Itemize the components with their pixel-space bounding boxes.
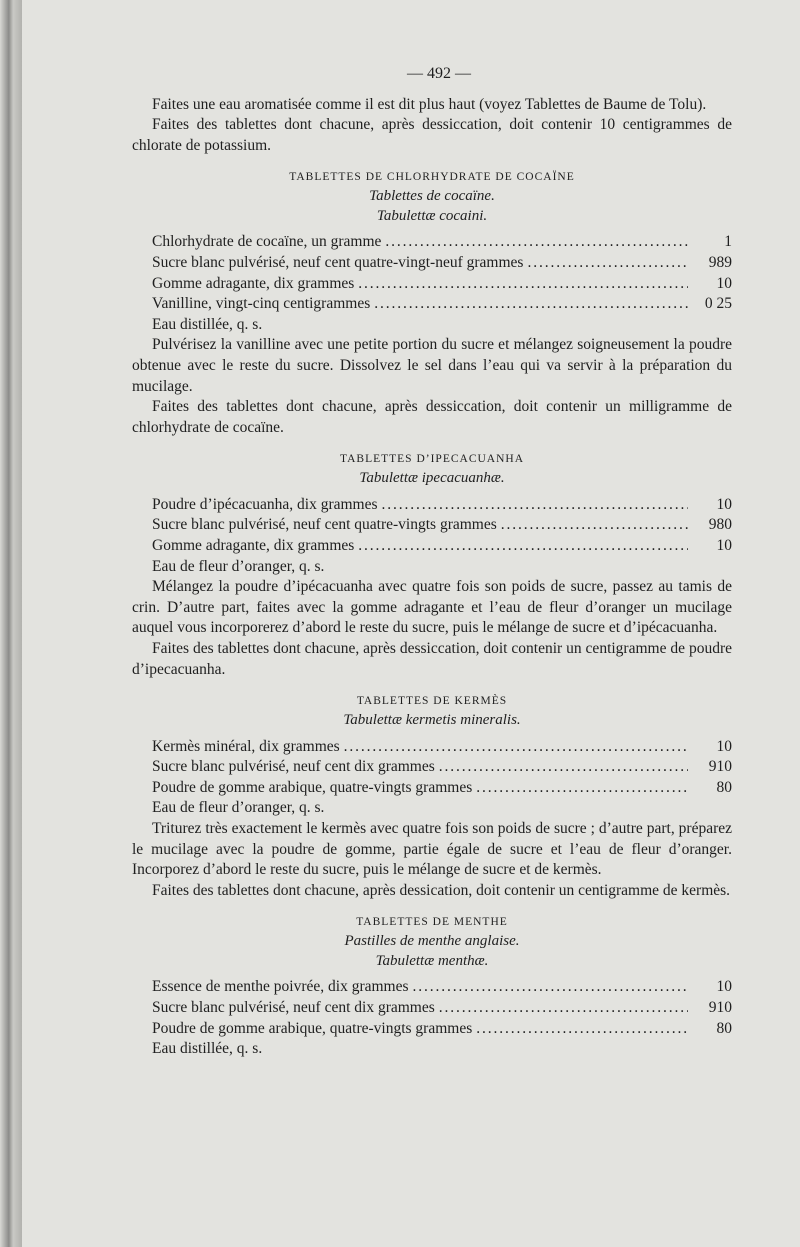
- recipe-section-ipecacuanha: [132, 450, 732, 680]
- ingredient-extra: Eau de fleur d’oranger, q. s.: [152, 557, 325, 575]
- ingredient-row: [132, 232, 732, 253]
- ingredient-qty: 10: [716, 737, 732, 755]
- ingredient-row: [132, 294, 732, 315]
- section-title: TABLETTES DE KERMÈS: [356, 695, 508, 708]
- intro-paragraph: Faites une eau aromatisée comme il est dit plus haut (voyez Tablettes de Baume de Tolu).: [152, 95, 707, 113]
- dot-leader: [374, 294, 688, 315]
- ingredient-qty: 910: [708, 999, 732, 1016]
- dot-leader: [358, 274, 688, 295]
- section-title: TABLETTES DE MENTHE: [356, 916, 508, 929]
- ingredient-qty: 910: [708, 758, 732, 776]
- book-page: [22, 0, 800, 1247]
- section-title: TABLETTES D’IPECACUANHA: [339, 453, 525, 466]
- ingredient-name: Poudre de gomme arabique, quatre-vingts grammes: [152, 1019, 473, 1037]
- section-paragraph: Faites des tablettes dont chacune, après dessiccation, doit contenir un milligramme de chlorhydrate de cocaïne.: [132, 398, 732, 436]
- dot-leader: [439, 757, 688, 778]
- ingredient-row: [132, 495, 732, 516]
- section-subtitle: Tabulettæ ipecacuanhæ.: [359, 470, 505, 487]
- dot-leader: [413, 977, 688, 998]
- ingredient-row: [132, 1019, 732, 1040]
- dot-leader: [476, 1019, 688, 1040]
- intro-paragraph: Faites des tablettes dont chacune, après dessiccation, doit contenir 10 centigrammes de chlorate de potassium.: [132, 116, 732, 154]
- section-paragraph: Mélangez la poudre d’ipécacuanha avec quatre fois son poids de sucre, passez au tamis de crin. D’autre part, faites avec la gomme adragante et l’eau de fleur d’oranger un mucilage auquel vous incorporerez d’abord le reste du sucre, puis le mélange de sucre et d’ipécacuanha.: [132, 578, 732, 637]
- section-paragraph: Faites des tablettes dont chacune, après dessiccation, doit contenir un centigramme de poudre d’ipecacuanha.: [132, 639, 732, 678]
- section-paragraph: Faites des tablettes dont chacune, après dessication, doit contenir un centigramme de kermès.: [152, 881, 731, 899]
- recipe-section-menthe: [132, 913, 732, 1059]
- ingredient-name: Chlorhydrate de cocaïne, un gramme: [152, 233, 382, 251]
- ingredient-qty: 10: [716, 978, 732, 996]
- ingredient-row: [132, 778, 732, 799]
- ingredient-qty: 10: [716, 274, 732, 292]
- ingredient-name: Kermès minéral, dix grammes: [152, 737, 340, 755]
- recipe-section-kermes: [132, 692, 732, 901]
- section-title: TABLETTES DE CHLORHYDRATE DE COCAÏNE: [289, 171, 575, 184]
- dot-leader: [358, 536, 688, 557]
- section-subtitle: Tabulettæ cocaini.: [376, 207, 488, 224]
- ingredient-name: Gomme adragante, dix grammes: [152, 274, 355, 292]
- book-binding-edge: [0, 0, 22, 1247]
- ingredient-name: Sucre blanc pulvérisé, neuf cent quatre-vingts grammes: [152, 516, 497, 534]
- ingredient-extra: Eau de fleur d’oranger, q. s.: [152, 799, 325, 817]
- ingredient-qty: 1: [724, 233, 732, 251]
- ingredient-name: Sucre blanc pulvérisé, neuf cent dix grammes: [152, 999, 435, 1016]
- section-subtitle: Tabulettæ menthæ.: [375, 952, 489, 969]
- ingredient-row: [132, 737, 732, 758]
- ingredient-qty: 10: [716, 537, 732, 554]
- ingredient-list: [132, 977, 732, 1059]
- section-subtitle: Pastilles de menthe anglaise.: [344, 933, 520, 950]
- ingredient-name: Vanilline, vingt-cinq centigrammes: [152, 295, 371, 313]
- ingredient-name: Poudre de gomme arabique, quatre-vingts grammes: [152, 778, 473, 796]
- page-content: [132, 64, 732, 1060]
- ingredient-qty: 80: [716, 1019, 732, 1037]
- ingredient-row: [132, 274, 732, 295]
- ingredient-extra: Eau distillée, q. s.: [152, 1040, 263, 1058]
- ingredient-qty: 10: [716, 495, 732, 513]
- dot-leader: [501, 515, 688, 536]
- ingredient-row: [132, 998, 732, 1019]
- ingredient-name: Essence de menthe poivrée, dix grammes: [152, 978, 409, 996]
- ingredient-name: Poudre d’ipécacuanha, dix grammes: [152, 495, 378, 513]
- page-number: — 492 —: [407, 65, 471, 82]
- ingredient-extra: Eau distillée, q. s.: [152, 315, 263, 333]
- ingredient-row: [132, 253, 732, 274]
- ingredient-name: Sucre blanc pulvérisé, neuf cent quatre-vingt-neuf grammes: [152, 253, 524, 271]
- dot-leader: [382, 495, 688, 516]
- ingredient-qty: 980: [708, 516, 732, 534]
- dot-leader: [476, 778, 688, 799]
- section-subtitle: Tablettes de cocaïne.: [369, 188, 495, 205]
- ingredient-qty: 0 25: [704, 295, 732, 313]
- section-paragraph: Pulvérisez la vanilline avec une petite portion du sucre et mélangez soigneusement la poudre obtenue avec le reste du sucre. Dissolvez le sel dans l’eau qui va servir à la préparation du mucilage.: [132, 336, 732, 395]
- ingredient-name: Sucre blanc pulvérisé, neuf cent dix grammes: [152, 758, 435, 776]
- dot-leader: [527, 253, 688, 274]
- ingredient-qty: 989: [708, 253, 732, 271]
- section-paragraph: Triturez très exactement le kermès avec quatre fois son poids de sucre ; d’autre part, préparez le mucilage avec la poudre de gomme, partie égale de sucre et l’eau de fleur d’oranger. Incorporez d’abord le reste du sucre, puis le mélange de sucre et de kermès.: [132, 820, 732, 879]
- dot-leader: [344, 737, 688, 758]
- ingredient-list: [132, 737, 732, 819]
- ingredient-row: [132, 757, 732, 778]
- ingredient-name: Gomme adragante, dix grammes: [152, 537, 355, 554]
- section-subtitle: Tabulettæ kermetis mineralis.: [343, 712, 521, 729]
- recipe-section-cocaine: [132, 168, 732, 438]
- ingredient-row: [132, 515, 732, 536]
- ingredient-row: [132, 977, 732, 998]
- ingredient-list: [132, 495, 732, 577]
- dot-leader: [439, 998, 688, 1019]
- ingredient-list: [132, 232, 732, 335]
- dot-leader: [385, 232, 688, 253]
- ingredient-row: [132, 536, 732, 557]
- ingredient-qty: 80: [716, 778, 732, 796]
